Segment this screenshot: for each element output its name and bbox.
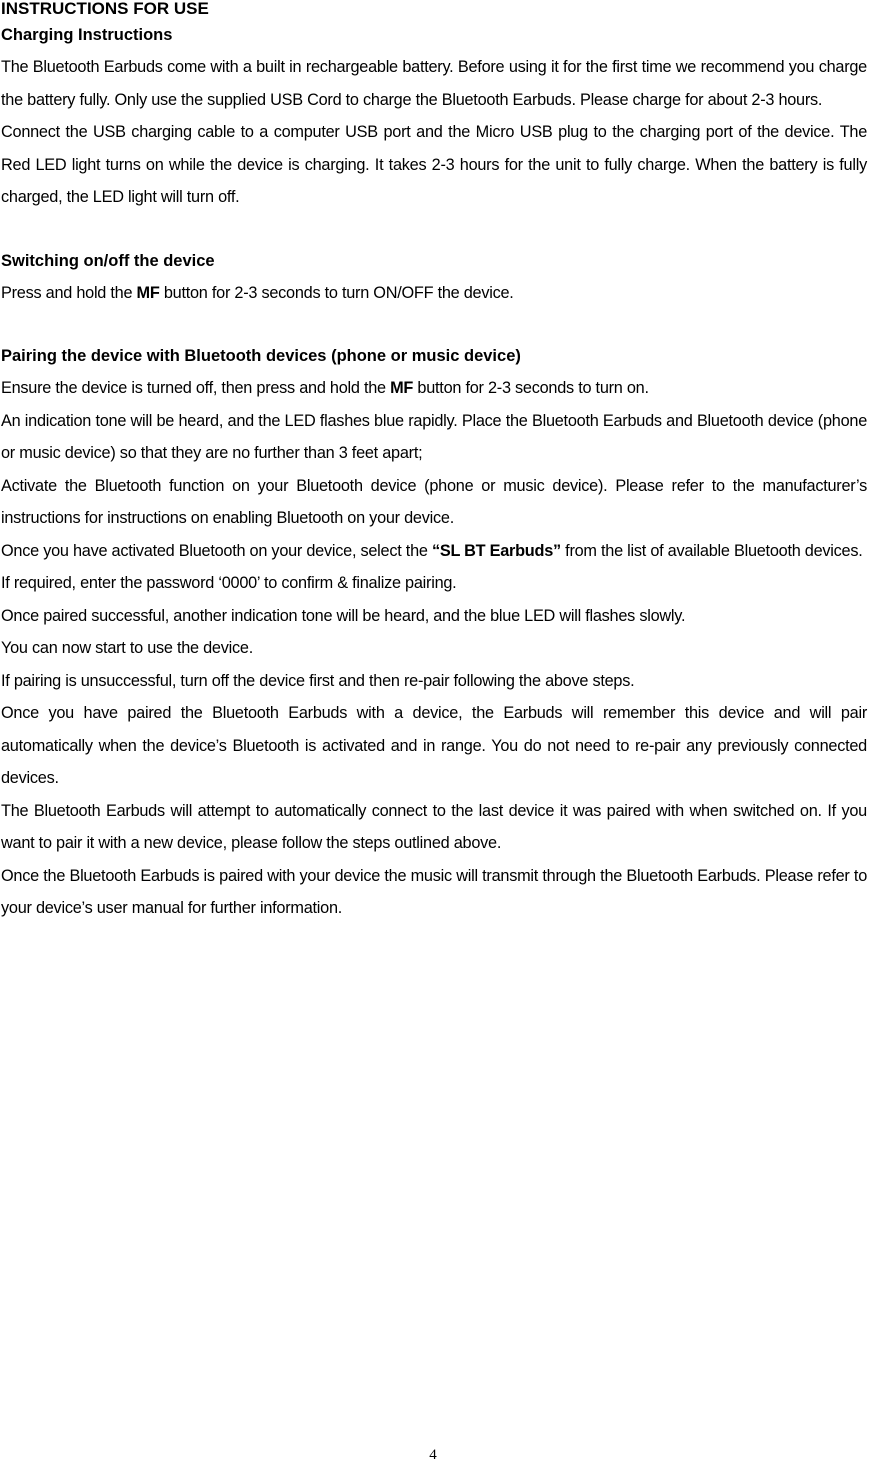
section-spacer — [1, 309, 867, 341]
charging-heading: Charging Instructions — [1, 26, 173, 44]
pairing-text-end: button for 2-3 seconds to turn on. — [413, 379, 649, 397]
switching-heading: Switching on/off the device — [1, 251, 215, 270]
switching-text-end: button for 2-3 seconds to turn ON/OFF the device. — [159, 283, 514, 302]
pairing-paragraph-3: Activate the Bluetooth function on your Bluetooth device (phone or music device). Please refer to the manufacturer’s instructions for instructions on enabling Bluetooth on your device. — [1, 476, 867, 527]
switching-paragraph — [1, 277, 867, 310]
document-title: INSTRUCTIONS FOR USE — [1, 0, 209, 18]
pairing-paragraph-2: An indication tone will be heard, and the LED flashes blue rapidly. Place the Bluetooth Earbuds and Bluetooth device (phone or music device) so that they are no further than 3 feet apart; — [1, 411, 867, 462]
pairing-paragraph-7: You can now start to use the device. — [1, 639, 253, 657]
pairing-paragraph-6: Once paired successful, another indication tone will be heard, and the blue LED will flashes slowly. — [1, 606, 686, 625]
pairing-paragraph-4 — [1, 535, 867, 568]
pairing-heading: Pairing the device with Bluetooth devices (phone or music device) — [1, 347, 521, 365]
pairing-paragraph-5: If required, enter the password ‘0000’ to confirm & finalize pairing. — [1, 574, 457, 592]
pairing-paragraph-1 — [1, 372, 867, 405]
switching-text-start: Press and hold the — [1, 283, 137, 302]
mf-button-label: MF — [390, 379, 414, 397]
section-spacer — [1, 214, 867, 246]
select-text-start: Once you have activated Bluetooth on your device, select the — [1, 541, 432, 560]
pairing-paragraph-8: If pairing is unsuccessful, turn off the device first and then re-pair following the above steps. — [1, 671, 635, 690]
charging-paragraph-2: Connect the USB charging cable to a computer USB port and the Micro USB plug to the charging port of the device. The Red LED light turns on while the device is charging. It takes 2-3 hours for the unit to fully charge. When the battery is fully charged, the LED light will turn off. — [1, 123, 867, 206]
device-name: “SL BT Earbuds” — [431, 541, 561, 560]
pairing-paragraph-11: Once the Bluetooth Earbuds is paired with your device the music will transmit through the Bluetooth Earbuds. Please refer to your device’s user manual for further information. — [1, 866, 867, 917]
select-text-end: from the list of available Bluetooth devices. — [560, 541, 863, 560]
pairing-text-start: Ensure the device is turned off, then press and hold the — [1, 379, 391, 397]
page-number: 4 — [429, 1447, 437, 1463]
pairing-paragraph-9: Once you have paired the Bluetooth Earbuds with a device, the Earbuds will remember this device and will pair automatically when the device’s Bluetooth is activated and in range. You do not need to re-pair any previously connected devices. — [1, 704, 867, 787]
charging-paragraph-1: The Bluetooth Earbuds come with a built in rechargeable battery. Before using it for the first time we recommend you charge the battery fully. Only use the supplied USB Cord to charge the Bluetooth Earbuds. Please charge for about 2-3 hours. — [1, 58, 867, 109]
pairing-paragraph-10: The Bluetooth Earbuds will attempt to automatically connect to the last device it was paired with when switched on. If you want to pair it with a new device, please follow the steps outlined above. — [1, 801, 867, 852]
mf-button-label: MF — [136, 283, 160, 302]
